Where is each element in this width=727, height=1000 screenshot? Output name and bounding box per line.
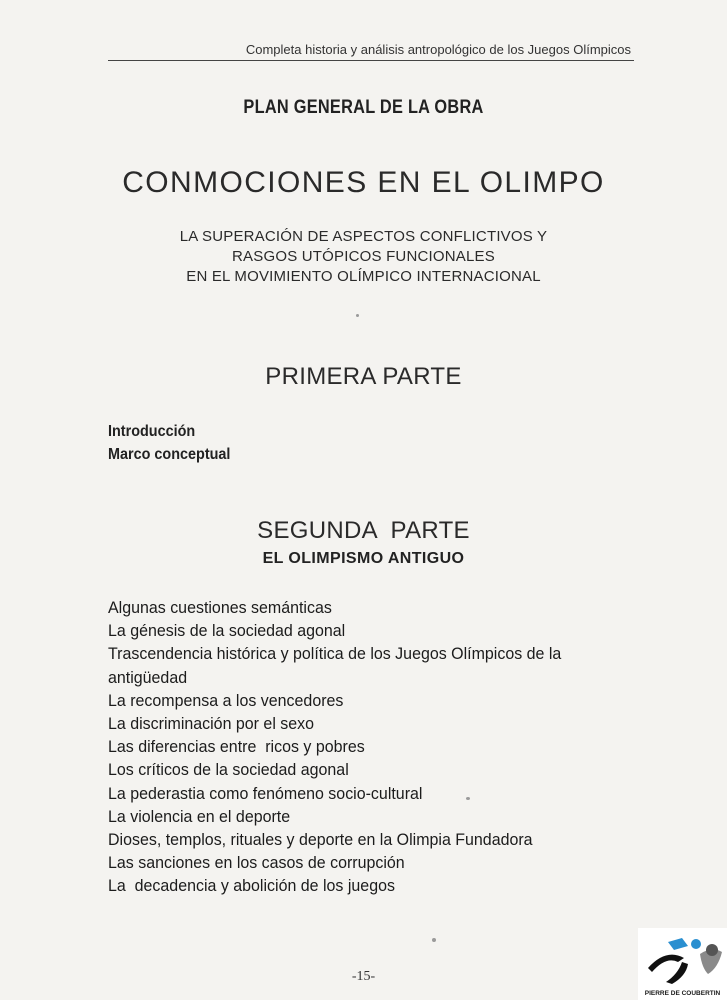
list-item: Los críticos de la sociedad agonal bbox=[108, 760, 349, 780]
pierre-de-coubertin-logo bbox=[638, 928, 727, 1000]
header-rule bbox=[108, 60, 634, 61]
list-item: Las sanciones en los casos de corrupción bbox=[108, 853, 405, 873]
subtitle-line: EN EL MOVIMIENTO OLÍMPICO INTERNACIONAL bbox=[186, 268, 541, 285]
runner-logo-icon bbox=[638, 928, 727, 990]
page-number: -15- bbox=[351, 969, 376, 984]
scan-speck bbox=[466, 797, 470, 800]
list-item: La violencia en el deporte bbox=[108, 806, 291, 826]
scan-speck bbox=[432, 938, 436, 942]
part-two-list bbox=[108, 596, 597, 898]
part-two-subtitle: EL OLIMPISMO ANTIGUO bbox=[262, 550, 465, 567]
list-item: La discriminación por el sexo bbox=[108, 714, 315, 734]
logo-label: PIERRE DE COUBERTIN bbox=[644, 990, 721, 997]
list-item: Dioses, templos, rituales y deporte en la Olimpia Fundadora bbox=[108, 830, 533, 850]
subtitle bbox=[0, 227, 727, 287]
part-one-title: PRIMERA PARTE bbox=[265, 363, 462, 390]
subtitle-line: RASGOS UTÓPICOS FUNCIONALES bbox=[232, 248, 495, 265]
running-header: Completa historia y análisis antropológico de los Juegos Olímpicos bbox=[245, 42, 631, 57]
list-item: La decadencia y abolición de los juegos bbox=[108, 876, 395, 896]
list-item: Algunas cuestiones semánticas bbox=[108, 598, 332, 617]
scan-speck bbox=[356, 314, 359, 317]
list-item: Introducción bbox=[108, 423, 196, 440]
list-item: La recompensa a los vencedores bbox=[108, 690, 344, 710]
main-title: CONMOCIONES EN EL OLIMPO bbox=[122, 166, 605, 199]
subtitle-line: LA SUPERACIÓN DE ASPECTOS CONFLICTIVOS Y bbox=[179, 228, 548, 245]
list-item: Las diferencias entre ricos y pobres bbox=[108, 737, 365, 757]
list-item: La pederastia como fenómeno socio-cultural bbox=[108, 783, 423, 803]
part-two-title: SEGUNDA PARTE bbox=[257, 517, 470, 544]
list-item: Marco conceptual bbox=[108, 446, 231, 463]
list-item: La génesis de la sociedad agonal bbox=[108, 621, 346, 641]
list-item: antigüedad bbox=[108, 667, 188, 687]
part-one-list bbox=[108, 420, 230, 466]
list-item: Trascendencia histórica y política de los Juegos Olímpicos de la bbox=[108, 644, 562, 664]
plan-title: PLAN GENERAL DE LA OBRA bbox=[243, 97, 484, 118]
